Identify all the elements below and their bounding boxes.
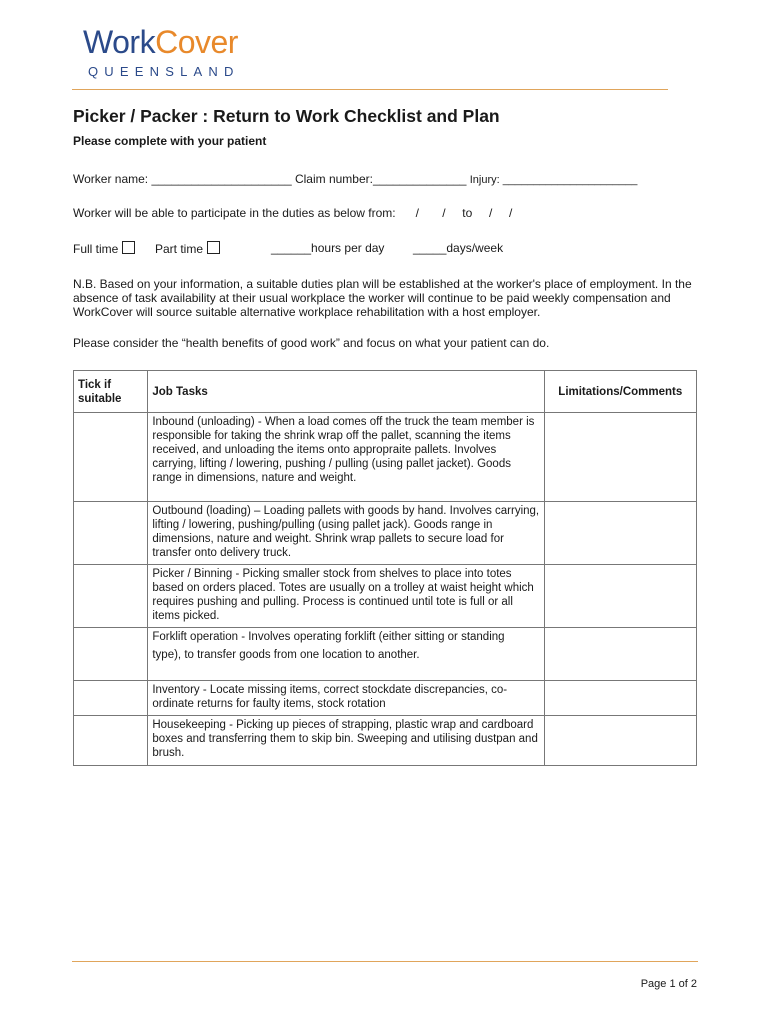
table-row bbox=[74, 565, 697, 628]
task-cell: Housekeeping - Picking up pieces of strapping, plastic wrap and cardboard boxes and transferring them to skip bin. Sweeping and utilising dustpan and brush. bbox=[148, 716, 544, 766]
limitations-cell[interactable] bbox=[544, 502, 696, 565]
tasks-header: Job Tasks bbox=[148, 371, 544, 413]
tick-cell[interactable] bbox=[74, 413, 148, 502]
page-subtitle: Please complete with your patient bbox=[73, 134, 267, 148]
participate-dates-field[interactable]: Worker will be able to participate in the duties as below from: / / to / / bbox=[73, 206, 513, 220]
full-time-option: Full time bbox=[73, 241, 135, 256]
logo-wordmark: WorkCover bbox=[83, 24, 238, 60]
task-cell: Inbound (unloading) - When a load comes off the truck the team member is responsible for taking the shrink wrap off the pallet, scanning the items received, and unloading the items onto appropraite pallets. Involves carrying, lifting / lowering, pushing / pulling (using pallet jacket). Goods range in dimensions, nature and weight. bbox=[148, 413, 544, 502]
tick-header: Tick if suitable bbox=[74, 371, 148, 413]
workcover-logo bbox=[83, 26, 240, 79]
table-header-row bbox=[74, 371, 697, 413]
hours-per-day-field[interactable]: ______hours per day bbox=[271, 241, 385, 255]
part-time-option: Part time bbox=[155, 241, 220, 256]
task-cell: Forklift operation - Involves operating forklift (either sitting or standing type), to transfer goods from one location to another. bbox=[148, 628, 544, 681]
page-title: Picker / Packer : Return to Work Checklist and Plan bbox=[73, 106, 500, 126]
worker-claim-line bbox=[73, 172, 637, 186]
tick-cell[interactable] bbox=[74, 681, 148, 716]
limitations-cell[interactable] bbox=[544, 413, 696, 502]
table-row bbox=[74, 502, 697, 565]
page-number: Page 1 of 2 bbox=[640, 978, 697, 990]
job-tasks-table bbox=[73, 370, 697, 766]
tick-cell[interactable] bbox=[74, 628, 148, 681]
full-time-checkbox[interactable] bbox=[122, 241, 135, 254]
table-row bbox=[74, 628, 697, 681]
consider-paragraph: Please consider the “health benefits of good work” and focus on what your patient can do. bbox=[73, 336, 550, 350]
table-row bbox=[74, 413, 697, 502]
days-per-week-field[interactable]: _____days/week bbox=[413, 241, 504, 255]
worker-name-claim-field[interactable]: Worker name: _____________________ Claim number:______________ bbox=[73, 172, 470, 186]
limitations-cell[interactable] bbox=[544, 628, 696, 681]
nb-paragraph: N.B. Based on your information, a suitable duties plan will be established at the worker's place of employment. In the absence of task availability at their usual workplace the worker will continue to be paid weekly compensation and WorkCover will source suitable alternative workplace rehabilitation with a host employer. bbox=[73, 277, 692, 319]
limitations-cell[interactable] bbox=[544, 681, 696, 716]
tick-cell[interactable] bbox=[74, 565, 148, 628]
header-divider bbox=[72, 89, 668, 90]
task-cell: Outbound (loading) – Loading pallets with goods by hand. Involves carrying, lifting / lowering, pushing/pulling (using pallet jack). Goods range in dimensions, nature and weight. Shrink wrap pallets to secure load for transfer onto delivery truck. bbox=[148, 502, 544, 565]
footer-divider bbox=[72, 961, 698, 962]
table-row bbox=[74, 716, 697, 766]
limitations-cell[interactable] bbox=[544, 716, 696, 766]
task-cell: Inventory - Locate missing items, correct stockdate discrepancies, co-ordinate returns for faulty items, stock rotation bbox=[148, 681, 544, 716]
table-row bbox=[74, 681, 697, 716]
task-cell: Picker / Binning - Picking smaller stock from shelves to place into totes based on orders placed. Totes are usually on a trolley at waist height which requires pushing and pulling. Process is continued until tote is full or all items picked. bbox=[148, 565, 544, 628]
tick-cell[interactable] bbox=[74, 502, 148, 565]
tick-cell[interactable] bbox=[74, 716, 148, 766]
injury-field[interactable]: Injury: ______________________ bbox=[469, 174, 638, 186]
limitations-cell[interactable] bbox=[544, 565, 696, 628]
logo-subtitle: QUEENSLAND bbox=[88, 64, 240, 79]
limitations-header: Limitations/Comments bbox=[544, 371, 696, 413]
part-time-checkbox[interactable] bbox=[207, 241, 220, 254]
